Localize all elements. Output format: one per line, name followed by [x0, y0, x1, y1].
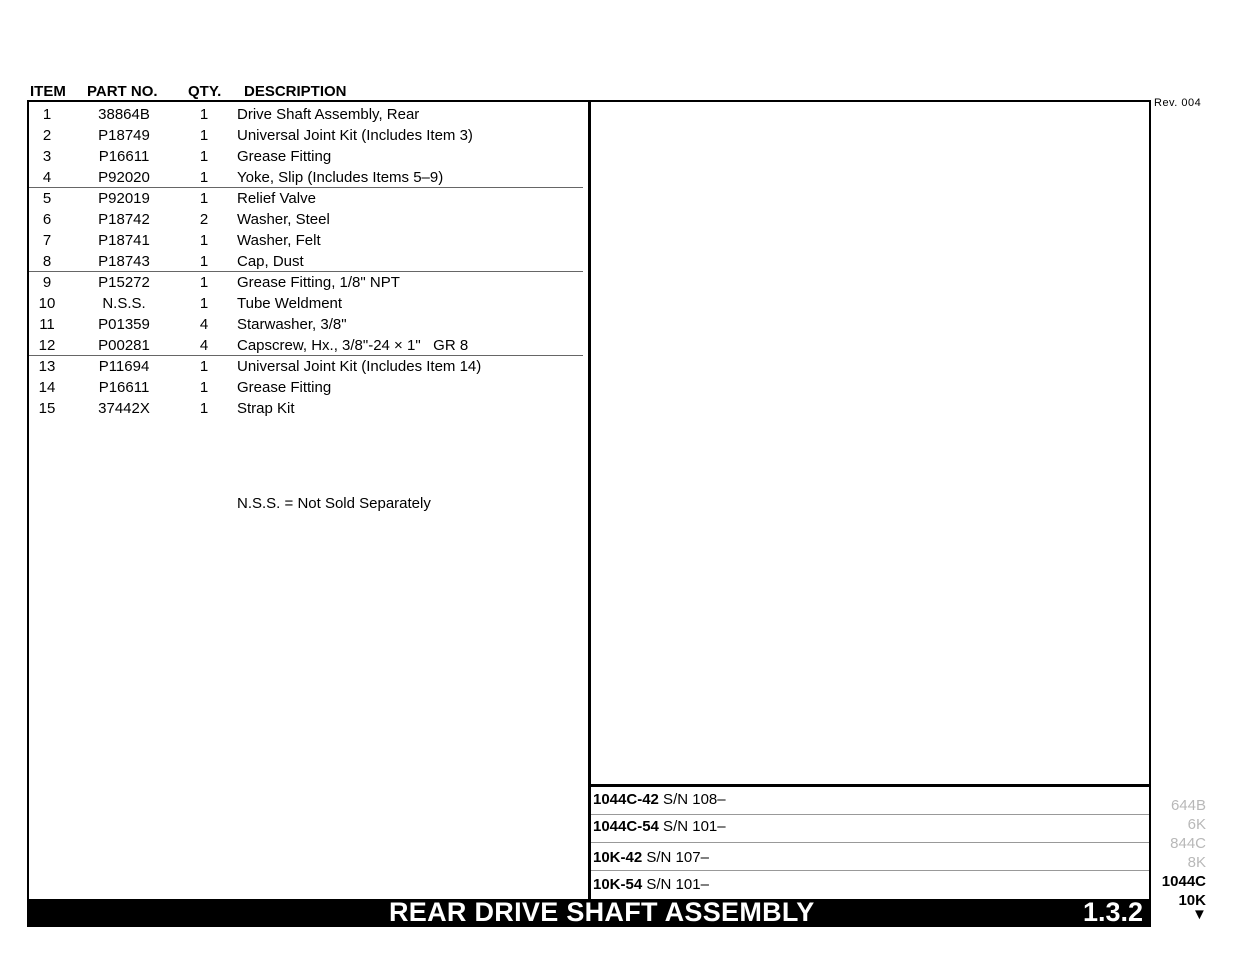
quantity: 1 [199, 274, 209, 291]
model-code: 1044C-54 [593, 818, 659, 835]
serial-row-10k-42 [593, 849, 1149, 866]
table-row [29, 251, 583, 272]
item-number: 7 [42, 232, 52, 249]
item-number: 10 [38, 295, 56, 312]
description: Strap Kit [237, 400, 295, 417]
description: Grease Fitting [237, 379, 332, 396]
description: Starwasher, 3/8" [237, 316, 347, 333]
table-row [29, 398, 583, 419]
quantity: 1 [199, 169, 209, 186]
item-number: 11 [39, 316, 55, 333]
description: Washer, Steel [237, 211, 330, 228]
item-number: 3 [42, 148, 52, 165]
description: Universal Joint Kit (Includes Item 3) [237, 127, 473, 144]
quantity: 1 [199, 358, 209, 375]
nss-note: N.S.S. = Not Sold Separately [237, 495, 431, 512]
part-number: N.S.S. [102, 295, 146, 312]
quantity: 1 [199, 190, 209, 207]
table-row [29, 125, 583, 146]
quantity: 4 [199, 316, 209, 333]
part-number: 38864B [98, 106, 150, 123]
quantity: 1 [199, 127, 209, 144]
serial-range: S/N 108– [658, 791, 726, 808]
item-number: 4 [42, 169, 52, 186]
model-tab-8k[interactable]: 8K [1187, 854, 1206, 871]
serial-range: S/N 107– [642, 849, 709, 866]
item-number: 15 [38, 400, 56, 417]
serial-row-1044c-54 [593, 818, 1149, 835]
header-description: DESCRIPTION [244, 83, 347, 100]
quantity: 1 [199, 400, 209, 417]
table-row [29, 146, 583, 167]
description: Grease Fitting, 1/8" NPT [237, 274, 400, 291]
table-row [29, 104, 583, 125]
model-tab-1044c[interactable]: 1044C [1161, 873, 1206, 890]
item-number: 14 [38, 379, 56, 396]
page-title: REAR DRIVE SHAFT ASSEMBLY [389, 897, 815, 927]
table-row [29, 293, 583, 314]
quantity: 1 [199, 148, 209, 165]
quantity: 1 [199, 379, 209, 396]
description: Drive Shaft Assembly, Rear [237, 106, 420, 123]
quantity: 1 [199, 253, 209, 270]
model-code: 10K-54 [593, 876, 643, 893]
part-number: 37442X [98, 400, 150, 417]
serial-divider [591, 814, 1149, 815]
header-part-no: PART NO. [87, 83, 158, 100]
description: Washer, Felt [237, 232, 321, 249]
item-number: 1 [42, 106, 52, 123]
item-number: 9 [42, 274, 52, 291]
model-code: 1044C-42 [593, 791, 659, 808]
model-tab-644b[interactable]: 644B [1170, 797, 1206, 814]
header-qty: QTY. [188, 83, 222, 100]
table-row [29, 230, 583, 251]
part-number: P18741 [98, 232, 150, 249]
model-code: 10K-42 [593, 849, 643, 866]
part-number: P01359 [98, 316, 150, 333]
table-row [29, 355, 583, 377]
model-tab-844c[interactable]: 844C [1170, 835, 1206, 852]
serial-range: S/N 101– [658, 818, 726, 835]
table-row [29, 187, 583, 209]
description: Tube Weldment [237, 295, 343, 312]
part-number: P18742 [98, 211, 150, 228]
item-number: 12 [38, 337, 56, 354]
part-number: P11694 [98, 358, 150, 375]
part-number: P18749 [98, 127, 150, 144]
quantity: 2 [199, 211, 209, 228]
parts-list [29, 104, 583, 419]
quantity: 1 [199, 232, 209, 249]
item-number: 6 [42, 211, 52, 228]
model-tab-6k[interactable]: 6K [1187, 816, 1206, 833]
description: Capscrew, Hx., 3/8"-24 × 1" GR 8 [237, 337, 469, 354]
part-number: P00281 [98, 337, 150, 354]
item-number: 2 [42, 127, 52, 144]
serial-box-top-rule [590, 784, 1149, 787]
model-tab-10k[interactable]: 10K [1178, 892, 1206, 909]
footer-bar [27, 899, 1151, 927]
down-arrow-icon: ▼ [1192, 906, 1207, 923]
description: Yoke, Slip (Includes Items 5–9) [237, 169, 444, 186]
serial-row-10k-54 [593, 876, 1149, 893]
table-row [29, 209, 583, 230]
model-index [1162, 796, 1206, 910]
serial-divider [591, 870, 1149, 871]
revision-label: Rev. 004 [1154, 97, 1202, 109]
quantity: 4 [199, 337, 209, 354]
part-number: P16611 [98, 148, 150, 165]
description: Universal Joint Kit (Includes Item 14) [237, 358, 482, 375]
header-item: ITEM [30, 83, 66, 100]
item-number: 5 [42, 190, 52, 207]
item-number: 13 [38, 358, 56, 375]
quantity: 1 [199, 295, 209, 312]
section-number: 1.3.2 [1082, 897, 1143, 927]
part-number: P15272 [98, 274, 150, 291]
serial-divider [591, 842, 1149, 843]
part-number: P16611 [98, 379, 150, 396]
item-number: 8 [42, 253, 52, 270]
table-row [29, 271, 583, 293]
part-number: P92020 [98, 169, 150, 186]
serial-row-1044c-42 [593, 791, 1149, 808]
description: Grease Fitting [237, 148, 332, 165]
part-number: P92019 [98, 190, 150, 207]
column-divider [588, 100, 591, 900]
table-row [29, 167, 583, 188]
description: Relief Valve [237, 190, 316, 207]
table-row [29, 335, 583, 356]
quantity: 1 [199, 106, 209, 123]
serial-range: S/N 101– [642, 876, 709, 893]
part-number: P18743 [98, 253, 150, 270]
description: Cap, Dust [237, 253, 304, 270]
table-row [29, 377, 583, 398]
table-row [29, 314, 583, 335]
